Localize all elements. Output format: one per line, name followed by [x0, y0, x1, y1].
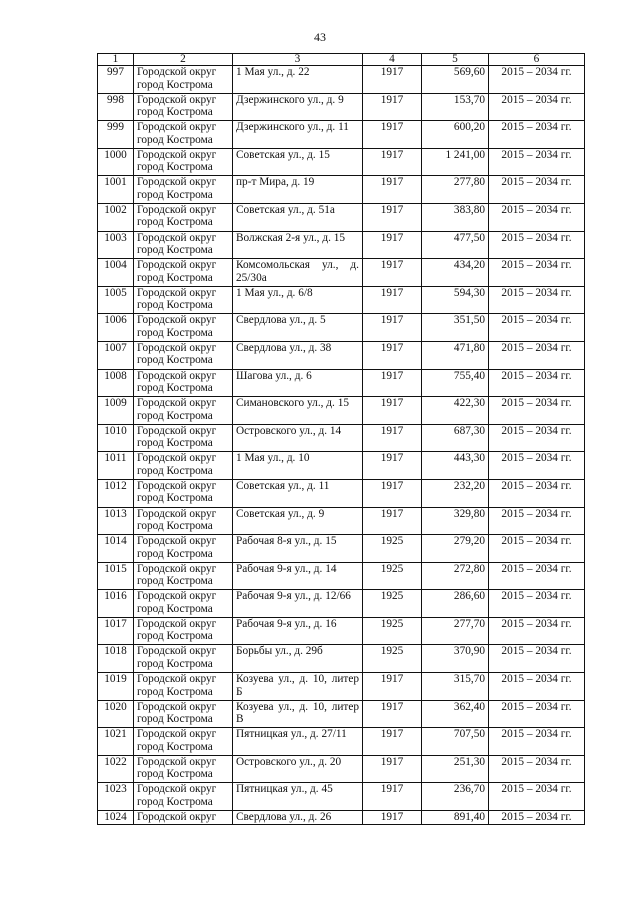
municipality-cell: [134, 755, 233, 783]
municipality-line: Городской округ: [137, 783, 217, 796]
municipality-line: Городской округ: [137, 314, 217, 327]
municipality-cell: [134, 811, 233, 825]
row-number-cell: 1024: [98, 811, 134, 825]
table-row: [98, 645, 585, 673]
area-cell: 443,30: [422, 452, 489, 480]
period-cell: 2015 – 2034 гг.: [489, 452, 585, 480]
municipality-city-line: город Кострома: [137, 685, 213, 698]
municipality-city-line: город Кострома: [137, 326, 213, 339]
year-cell: 1917: [363, 507, 422, 535]
row-number-cell: 1005: [98, 286, 134, 314]
year-cell: 1917: [363, 66, 422, 94]
municipality-cell: [134, 341, 233, 369]
year-cell: 1917: [363, 673, 422, 701]
period-cell: 2015 – 2034 гг.: [489, 700, 585, 728]
period-cell: 2015 – 2034 гг.: [489, 783, 585, 811]
period-cell: 2015 – 2034 гг.: [489, 507, 585, 535]
municipality-line: Городской округ: [137, 755, 217, 768]
municipality-cell: [134, 314, 233, 342]
table-row: [98, 176, 585, 204]
area-cell: 422,30: [422, 397, 489, 425]
address-cell: Симановского ул., д. 15: [233, 397, 363, 425]
year-cell: 1917: [363, 811, 422, 825]
area-cell: 477,50: [422, 231, 489, 259]
municipality-line: Городской округ: [137, 203, 217, 216]
address-cell: Островского ул., д. 20: [233, 755, 363, 783]
municipality-cell: [134, 535, 233, 563]
row-number-cell: 1020: [98, 700, 134, 728]
municipality-line: Городской округ: [137, 369, 217, 382]
area-cell: 891,40: [422, 811, 489, 825]
municipality-city-line: город Кострома: [137, 630, 213, 643]
period-cell: 2015 – 2034 гг.: [489, 148, 585, 176]
year-cell: 1917: [363, 259, 422, 287]
row-number-cell: 997: [98, 66, 134, 94]
period-cell: 2015 – 2034 гг.: [489, 314, 585, 342]
period-cell: 2015 – 2034 гг.: [489, 121, 585, 149]
municipality-line: Городской округ: [137, 728, 217, 741]
municipality-cell: [134, 617, 233, 645]
table-row: [98, 755, 585, 783]
address-cell: Пятницкая ул., д. 45: [233, 783, 363, 811]
row-number-cell: 1019: [98, 673, 134, 701]
municipality-cell: [134, 562, 233, 590]
address-cell: Свердлова ул., д. 26: [233, 811, 363, 825]
municipality-cell: [134, 728, 233, 756]
municipality-city-line: город Кострома: [137, 354, 213, 367]
year-cell: 1917: [363, 148, 422, 176]
municipality-line: Городской округ: [137, 562, 217, 575]
table-row: [98, 452, 585, 480]
row-number-cell: 1001: [98, 176, 134, 204]
area-cell: 232,20: [422, 479, 489, 507]
period-cell: 2015 – 2034 гг.: [489, 617, 585, 645]
address-cell: Рабочая 9-я ул., д. 14: [233, 562, 363, 590]
area-cell: 272,80: [422, 562, 489, 590]
year-cell: 1917: [363, 231, 422, 259]
address-cell: Шагова ул., д. 6: [233, 369, 363, 397]
year-cell: 1917: [363, 783, 422, 811]
municipality-cell: [134, 259, 233, 287]
municipality-city-line: город Кострома: [137, 188, 213, 201]
municipality-line: Городской округ: [137, 176, 217, 189]
year-cell: 1917: [363, 452, 422, 480]
table-row: [98, 148, 585, 176]
row-number-cell: 1023: [98, 783, 134, 811]
municipality-cell: [134, 93, 233, 121]
address-cell: Комсомольская ул., д. 25/30а: [233, 259, 363, 287]
municipality-city-line: город Кострома: [137, 271, 213, 284]
address-cell: Советская ул., д. 9: [233, 507, 363, 535]
municipality-city-line: город Кострома: [137, 575, 213, 588]
page-number: 43: [314, 30, 326, 44]
row-number-cell: 1007: [98, 341, 134, 369]
row-number-cell: 1016: [98, 590, 134, 618]
address-cell: Островского ул., д. 14: [233, 424, 363, 452]
municipality-line: Городской округ: [137, 66, 217, 78]
year-cell: 1917: [363, 700, 422, 728]
municipality-cell: [134, 479, 233, 507]
municipality-cell: [134, 783, 233, 811]
municipality-city-line: город Кострома: [137, 713, 213, 726]
area-cell: 383,80: [422, 203, 489, 231]
municipality-city-line: город Кострома: [137, 768, 213, 781]
municipality-city-line: город Кострома: [137, 244, 213, 257]
row-number-cell: 999: [98, 121, 134, 149]
area-cell: 153,70: [422, 93, 489, 121]
area-cell: 687,30: [422, 424, 489, 452]
municipality-cell: [134, 121, 233, 149]
municipality-line: Городской округ: [137, 452, 217, 465]
table-row: [98, 728, 585, 756]
row-number-cell: 1014: [98, 535, 134, 563]
period-cell: 2015 – 2034 гг.: [489, 66, 585, 94]
row-number-cell: 1000: [98, 148, 134, 176]
year-cell: 1925: [363, 645, 422, 673]
row-number-cell: 1018: [98, 645, 134, 673]
period-cell: 2015 – 2034 гг.: [489, 93, 585, 121]
year-cell: 1917: [363, 286, 422, 314]
period-cell: 2015 – 2034 гг.: [489, 341, 585, 369]
table-row: [98, 700, 585, 728]
municipality-cell: [134, 176, 233, 204]
row-number-cell: 1021: [98, 728, 134, 756]
area-cell: 370,90: [422, 645, 489, 673]
area-cell: 755,40: [422, 369, 489, 397]
period-cell: 2015 – 2034 гг.: [489, 259, 585, 287]
period-cell: 2015 – 2034 гг.: [489, 811, 585, 825]
municipality-line: Городской округ: [137, 645, 217, 658]
area-cell: 251,30: [422, 755, 489, 783]
municipality-line: Городской округ: [137, 93, 217, 106]
address-cell: Борьбы ул., д. 29б: [233, 645, 363, 673]
year-cell: 1925: [363, 590, 422, 618]
area-cell: 707,50: [422, 728, 489, 756]
municipality-cell: [134, 369, 233, 397]
period-cell: 2015 – 2034 гг.: [489, 369, 585, 397]
period-cell: 2015 – 2034 гг.: [489, 286, 585, 314]
row-number-cell: 1008: [98, 369, 134, 397]
address-cell: Дзержинского ул., д. 11: [233, 121, 363, 149]
municipality-city-line: город Кострома: [137, 795, 213, 808]
municipality-line: Городской округ: [137, 231, 217, 244]
area-cell: 279,20: [422, 535, 489, 563]
municipality-city-line: город Кострома: [137, 464, 213, 477]
area-cell: 600,20: [422, 121, 489, 149]
table-row: [98, 811, 585, 825]
table-row: [98, 590, 585, 618]
municipality-line: Городской округ: [137, 259, 217, 272]
year-cell: 1917: [363, 121, 422, 149]
municipality-cell: [134, 397, 233, 425]
municipality-line: Городской округ: [137, 590, 217, 603]
table-row: [98, 286, 585, 314]
municipality-line: Городской округ: [137, 121, 217, 134]
municipality-city-line: город Кострома: [137, 437, 213, 450]
period-cell: 2015 – 2034 гг.: [489, 479, 585, 507]
area-cell: 1 241,00: [422, 148, 489, 176]
area-cell: 351,50: [422, 314, 489, 342]
address-cell: Свердлова ул., д. 5: [233, 314, 363, 342]
address-cell: Пятницкая ул., д. 27/11: [233, 728, 363, 756]
municipality-cell: [134, 203, 233, 231]
column-header: 6: [489, 54, 585, 66]
period-cell: 2015 – 2034 гг.: [489, 755, 585, 783]
address-cell: Рабочая 9-я ул., д. 16: [233, 617, 363, 645]
municipality-line: Городской округ: [137, 341, 217, 354]
period-cell: 2015 – 2034 гг.: [489, 176, 585, 204]
table-row: [98, 369, 585, 397]
table-row: [98, 673, 585, 701]
table-row: [98, 783, 585, 811]
municipality-cell: [134, 590, 233, 618]
municipality-cell: [134, 66, 233, 94]
area-cell: 286,60: [422, 590, 489, 618]
municipality-cell: [134, 700, 233, 728]
column-header: 1: [98, 54, 134, 66]
area-cell: 471,80: [422, 341, 489, 369]
table-row: [98, 397, 585, 425]
year-cell: 1917: [363, 728, 422, 756]
municipality-line: Городской округ: [137, 507, 217, 520]
table-row: [98, 341, 585, 369]
municipality-city-line: город Кострома: [137, 547, 213, 560]
municipality-cell: [134, 148, 233, 176]
row-number-cell: 1002: [98, 203, 134, 231]
row-number-cell: 1012: [98, 479, 134, 507]
row-number-cell: 1006: [98, 314, 134, 342]
area-cell: 277,70: [422, 617, 489, 645]
municipality-city-line: город Кострома: [137, 161, 213, 174]
row-number-cell: 1015: [98, 562, 134, 590]
municipality-line: Городской округ: [137, 535, 217, 548]
address-cell: Советская ул., д. 11: [233, 479, 363, 507]
table-row: [98, 66, 585, 94]
year-cell: 1917: [363, 176, 422, 204]
period-cell: 2015 – 2034 гг.: [489, 645, 585, 673]
table-row: [98, 231, 585, 259]
address-cell: пр-т Мира, д. 19: [233, 176, 363, 204]
period-cell: 2015 – 2034 гг.: [489, 673, 585, 701]
municipality-city-line: город Кострома: [137, 492, 213, 505]
address-cell: Свердлова ул., д. 38: [233, 341, 363, 369]
area-cell: 277,80: [422, 176, 489, 204]
municipality-cell: [134, 645, 233, 673]
year-cell: 1925: [363, 562, 422, 590]
municipality-cell: [134, 286, 233, 314]
column-number-row: [98, 54, 585, 66]
municipality-city-line: город Кострома: [137, 133, 213, 146]
municipality-city-line: город Кострома: [137, 299, 213, 312]
period-cell: 2015 – 2034 гг.: [489, 535, 585, 563]
municipality-line: Городской округ: [137, 673, 217, 686]
address-cell: Рабочая 8-я ул., д. 15: [233, 535, 363, 563]
table-row: [98, 259, 585, 287]
municipality-city-line: город Кострома: [137, 382, 213, 395]
address-cell: Советская ул., д. 15: [233, 148, 363, 176]
column-header: 5: [422, 54, 489, 66]
municipality-line: Городской округ: [137, 148, 217, 161]
table-row: [98, 507, 585, 535]
year-cell: 1917: [363, 341, 422, 369]
year-cell: 1917: [363, 424, 422, 452]
table-row: [98, 562, 585, 590]
municipality-city-line: город Кострома: [137, 740, 213, 753]
municipality-line: Городской округ: [137, 397, 217, 410]
municipality-line: Городской округ: [137, 811, 217, 824]
period-cell: 2015 – 2034 гг.: [489, 590, 585, 618]
area-cell: 362,40: [422, 700, 489, 728]
address-cell: Козуева ул., д. 10, литер Б: [233, 673, 363, 701]
period-cell: 2015 – 2034 гг.: [489, 562, 585, 590]
area-cell: 236,70: [422, 783, 489, 811]
table-row: [98, 203, 585, 231]
row-number-cell: 1017: [98, 617, 134, 645]
row-number-cell: 1010: [98, 424, 134, 452]
period-cell: 2015 – 2034 гг.: [489, 397, 585, 425]
municipality-line: Городской округ: [137, 286, 217, 299]
table-row: [98, 535, 585, 563]
column-header: 3: [233, 54, 363, 66]
year-cell: 1917: [363, 479, 422, 507]
table-row: [98, 93, 585, 121]
period-cell: 2015 – 2034 гг.: [489, 424, 585, 452]
year-cell: 1917: [363, 369, 422, 397]
year-cell: 1917: [363, 314, 422, 342]
row-number-cell: 1011: [98, 452, 134, 480]
area-cell: 434,20: [422, 259, 489, 287]
area-cell: 569,60: [422, 66, 489, 94]
year-cell: 1917: [363, 203, 422, 231]
table-row: [98, 617, 585, 645]
address-cell: Дзержинского ул., д. 9: [233, 93, 363, 121]
address-cell: 1 Мая ул., д. 22: [233, 66, 363, 94]
year-cell: 1917: [363, 93, 422, 121]
table-row: [98, 314, 585, 342]
year-cell: 1917: [363, 755, 422, 783]
table-row: [98, 424, 585, 452]
year-cell: 1925: [363, 535, 422, 563]
address-cell: Козуева ул., д. 10, литер В: [233, 700, 363, 728]
municipality-city-line: город Кострома: [137, 409, 213, 422]
row-number-cell: 1003: [98, 231, 134, 259]
municipality-cell: [134, 673, 233, 701]
area-cell: 329,80: [422, 507, 489, 535]
municipality-cell: [134, 231, 233, 259]
municipality-city-line: город Кострома: [137, 657, 213, 670]
municipality-city-line: город Кострома: [137, 106, 213, 119]
address-cell: 1 Мая ул., д. 6/8: [233, 286, 363, 314]
address-cell: Советская ул., д. 51а: [233, 203, 363, 231]
address-cell: Волжская 2-я ул., д. 15: [233, 231, 363, 259]
table-row: [98, 121, 585, 149]
period-cell: 2015 – 2034 гг.: [489, 203, 585, 231]
municipality-city-line: город Кострома: [137, 216, 213, 229]
table-row: [98, 479, 585, 507]
housing-registry-table: [97, 53, 585, 825]
row-number-cell: 1013: [98, 507, 134, 535]
row-number-cell: 998: [98, 93, 134, 121]
municipality-cell: [134, 452, 233, 480]
municipality-city-line: город Кострома: [137, 520, 213, 532]
municipality-city-line: город Кострома: [137, 602, 213, 615]
municipality-line: Городской округ: [137, 424, 217, 437]
municipality-line: Городской округ: [137, 479, 217, 492]
area-cell: 594,30: [422, 286, 489, 314]
municipality-cell: [134, 507, 233, 535]
address-cell: 1 Мая ул., д. 10: [233, 452, 363, 480]
column-header: 4: [363, 54, 422, 66]
municipality-cell: [134, 424, 233, 452]
row-number-cell: 1009: [98, 397, 134, 425]
row-number-cell: 1004: [98, 259, 134, 287]
row-number-cell: 1022: [98, 755, 134, 783]
area-cell: 315,70: [422, 673, 489, 701]
municipality-line: Городской округ: [137, 700, 217, 713]
column-header: 2: [134, 54, 233, 66]
year-cell: 1925: [363, 617, 422, 645]
municipality-line: Городской округ: [137, 617, 217, 630]
address-cell: Рабочая 9-я ул., д. 12/66: [233, 590, 363, 618]
period-cell: 2015 – 2034 гг.: [489, 231, 585, 259]
year-cell: 1917: [363, 397, 422, 425]
table-body: [98, 66, 585, 825]
municipality-city-line: город Кострома: [137, 78, 213, 91]
period-cell: 2015 – 2034 гг.: [489, 728, 585, 756]
